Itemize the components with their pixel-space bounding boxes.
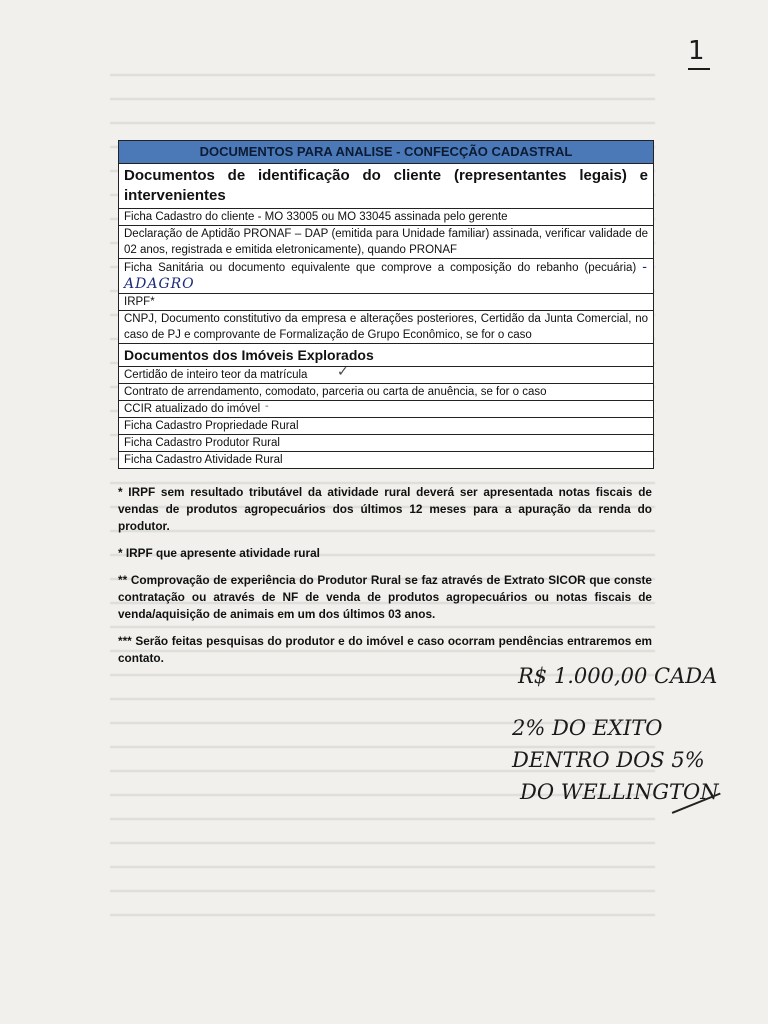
table-row: Ficha Cadastro do cliente - MO 33005 ou MO 33045 assinada pelo gerente xyxy=(119,209,653,226)
table-row: CCIR atualizado do imóvel - xyxy=(119,401,653,418)
handwritten-note: 2% DO EXITO xyxy=(512,716,663,740)
handwritten-note: DO WELLINGTON xyxy=(520,780,719,804)
pen-mark-icon: - xyxy=(265,401,269,412)
check-mark-icon: ✓ xyxy=(337,364,349,380)
handwritten-note: R$ 1.000,00 CADA xyxy=(518,664,718,688)
footnote: * IRPF sem resultado tributável da atividade rural deverá ser apresentada notas fiscais de vendas de produtos agropecuários dos últimos 12 meses para a apuração da renda do produtor. xyxy=(118,485,652,533)
table-row: Ficha Cadastro Propriedade Rural xyxy=(119,418,653,435)
footnote: * IRPF que apresente atividade rural xyxy=(118,546,320,560)
footnote: *** Serão feitas pesquisas do produtor e do imóvel e caso ocorram pendências entraremos em contato. xyxy=(118,634,652,665)
table-row: Contrato de arrendamento, comodato, parceria ou carta de anuência, se for o caso xyxy=(119,384,653,401)
documents-table xyxy=(118,140,654,469)
table-row: Ficha Cadastro Atividade Rural xyxy=(124,454,283,466)
table-row: IRPF* xyxy=(119,294,653,311)
handwritten-note: DENTRO DOS 5% xyxy=(512,748,705,772)
footnote: ** Comprovação de experiência do Produtor Rural se faz através de Extrato SICOR que conste contratação ou através de NF de venda de produtos agropecuários ou notas fiscais de venda/aquisição de animais em um dos últimos 03 anos. xyxy=(118,573,652,621)
section-title-identification: Documentos de identificação do cliente (representantes legais) e intervenientes xyxy=(119,164,653,209)
table-row: Ficha Cadastro Produtor Rural xyxy=(119,435,653,452)
page-number: 1 xyxy=(688,36,705,66)
table-row: Ficha Sanitária ou documento equivalente que comprove a composição do rebanho (pecuária) - ADAGRO xyxy=(119,259,653,294)
handwritten-adagro: - ADAGRO xyxy=(124,259,648,292)
table-row: CNPJ, Documento constitutivo da empresa e alterações posteriores, Certidão da Junta Comercial, no caso de PJ e comprovante de Formalização de Grupo Econômico, se for o caso xyxy=(119,311,653,344)
section-title-properties: Documentos dos Imóveis Explorados xyxy=(119,344,653,367)
table-row: Declaração de Aptidão PRONAF – DAP (emitida para Unidade familiar) assinada, verificar validade de 02 anos, registrada e emitida eletronicamente), quando PRONAF xyxy=(119,226,653,259)
footnotes xyxy=(118,484,652,677)
page-number-underline xyxy=(688,68,710,70)
table-row: Certidão de inteiro teor da matrícula ✓ xyxy=(119,367,653,384)
table-header: DOCUMENTOS PARA ANALISE - CONFECÇÃO CADASTRAL xyxy=(119,141,653,164)
